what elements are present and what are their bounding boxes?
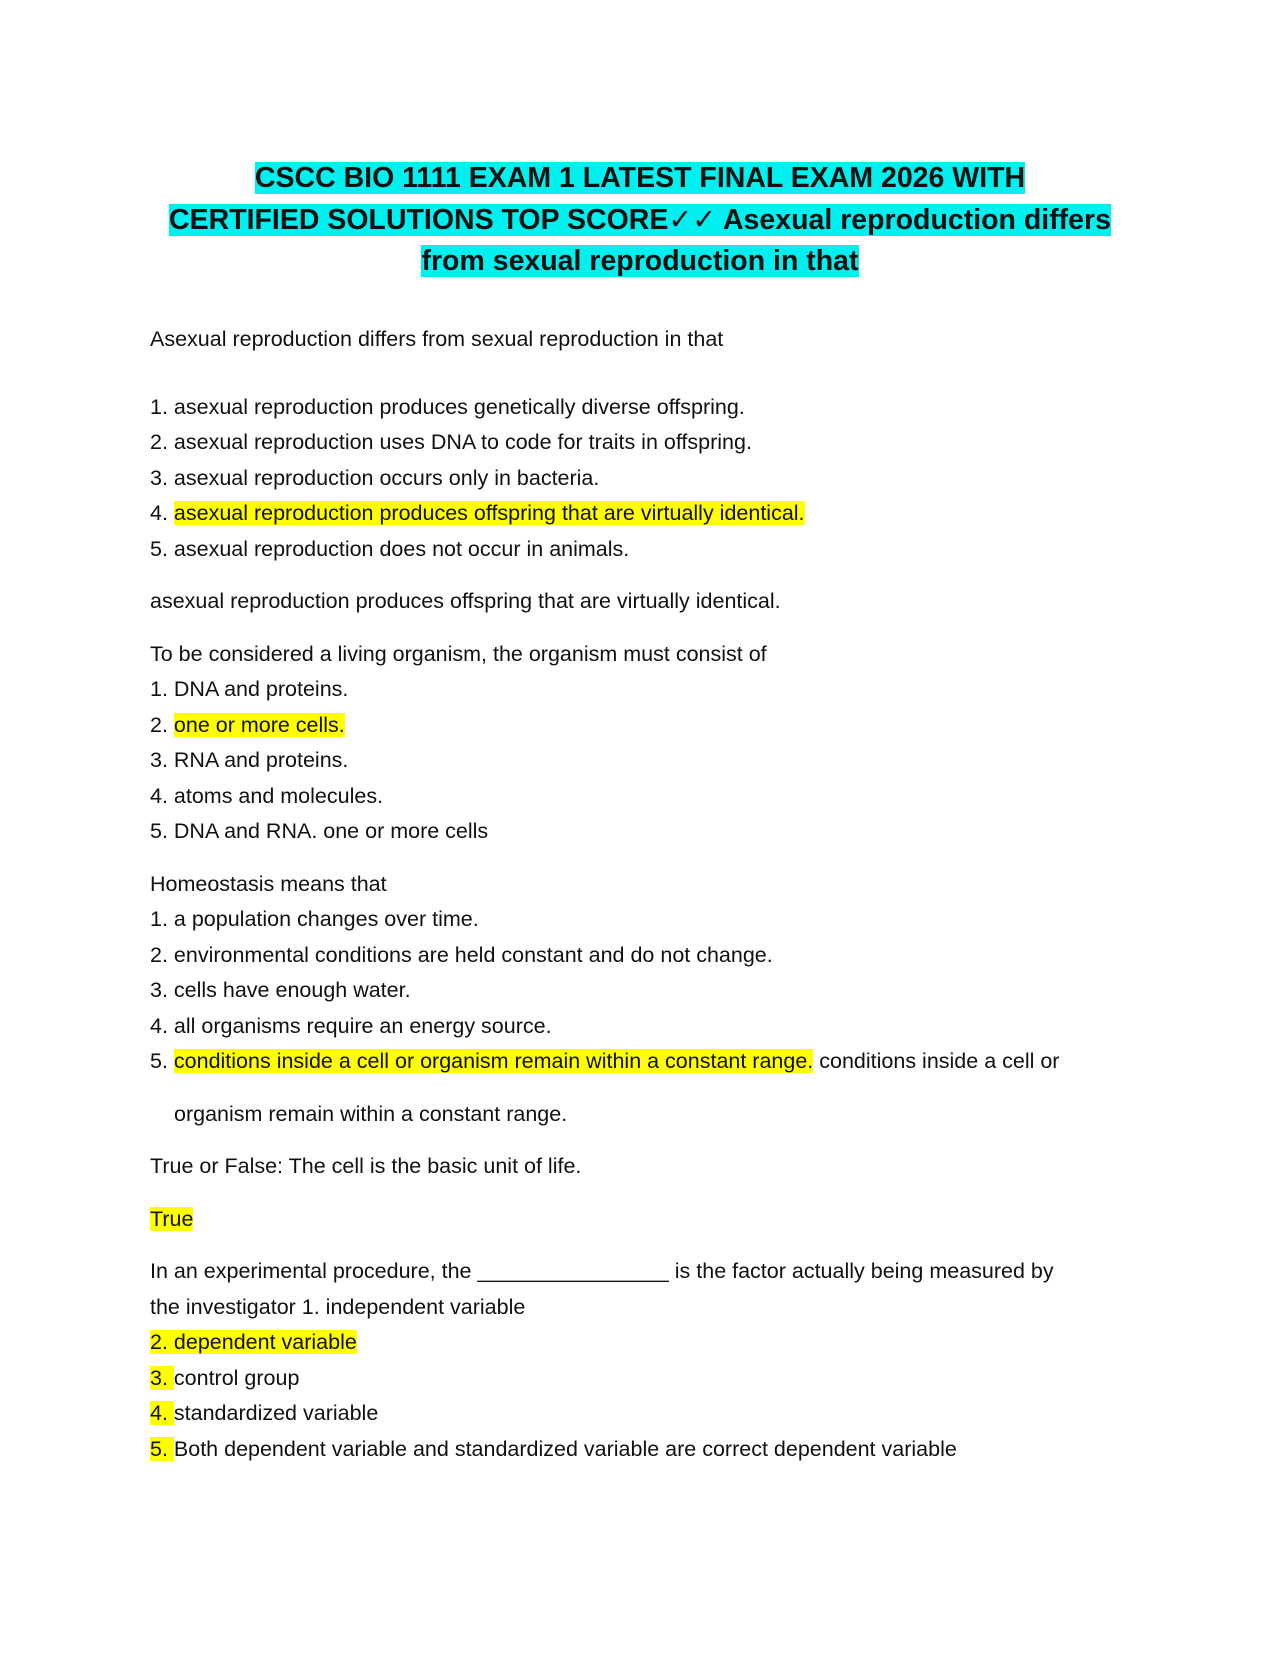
title-line-1: CSCC BIO 1111 EXAM 1 LATEST FINAL EXAM 2026 WITH <box>254 162 1026 194</box>
question-2-option-5: 5. DNA and RNA. one or more cells <box>150 819 489 843</box>
highlighted-answer: one or more cells. <box>173 712 345 737</box>
question-1-option-2: 2. asexual reproduction uses DNA to code for traits in offspring. <box>150 430 752 454</box>
question-1-text: Asexual reproduction differs from sexual reproduction in that <box>150 327 724 351</box>
question-2-option-3: 3. RNA and proteins. <box>150 748 349 772</box>
question-5-option-3: 3. control group <box>150 1365 300 1390</box>
question-5-option-4: 4. standardized variable <box>150 1401 379 1425</box>
question-2-option-4: 4. atoms and molecules. <box>150 783 384 808</box>
title-line-2: CERTIFIED SOLUTIONS TOP SCORE✓✓ Asexual reproduction differs <box>169 203 1111 236</box>
question-5-option-5: 5. Both dependent variable and standardized variable are correct dependent variable <box>150 1436 957 1461</box>
question-3-answer-tail: conditions inside a cell or <box>813 1049 1060 1073</box>
question-2-option-1: 1. DNA and proteins. <box>150 677 349 701</box>
question-3-option-1: 1. a population changes over time. <box>150 907 479 931</box>
highlighted-answer: asexual reproduction produces offspring that are virtually identical. <box>173 501 805 525</box>
question-3-answer-continued: organism remain within a constant range. <box>174 1101 568 1126</box>
question-3-option-2: 2. environmental conditions are held constant and do not change. <box>150 942 773 967</box>
highlighted-answer: conditions inside a cell or organism remain within a constant range. <box>173 1049 814 1073</box>
question-5-option-2 <box>150 1325 1130 1361</box>
question-4-answer: True <box>150 1206 194 1231</box>
question-3-option-3: 3. cells have enough water. <box>150 978 411 1002</box>
question-3-option-4: 4. all organisms require an energy source. <box>150 1013 552 1038</box>
question-1-answer: asexual reproduction produces offspring that are virtually identical. <box>150 589 781 613</box>
question-1-option-4: 4. asexual reproduction produces offspring that are virtually identical. <box>150 501 805 525</box>
question-5-text-line-2: the investigator 1. independent variable <box>150 1294 526 1319</box>
question-2-option-2: 2. one or more cells. <box>150 712 345 737</box>
question-1-option-5: 5. asexual reproduction does not occur in animals. <box>150 536 630 561</box>
question-4-text: True or False: The cell is the basic unit of life. <box>150 1154 582 1178</box>
question-2-text: To be considered a living organism, the organism must consist of <box>150 641 767 666</box>
question-1-option-3: 3. asexual reproduction occurs only in bacteria. <box>150 465 600 490</box>
highlighted-answer: 2. dependent variable <box>150 1330 357 1354</box>
question-3-text: Homeostasis means that <box>150 871 387 896</box>
question-3-option-5: 5. conditions inside a cell or organism remain within a constant range. conditions inside a cell or <box>150 1049 1060 1073</box>
title-line-3: from sexual reproduction in that <box>421 245 859 277</box>
question-1-option-1: 1. asexual reproduction produces genetically diverse offspring. <box>150 394 745 419</box>
document-title <box>140 158 1140 283</box>
document-body <box>150 322 1130 1467</box>
question-5-text-line-1: In an experimental procedure, the ________________ is the factor actually being measured by <box>150 1259 1054 1283</box>
